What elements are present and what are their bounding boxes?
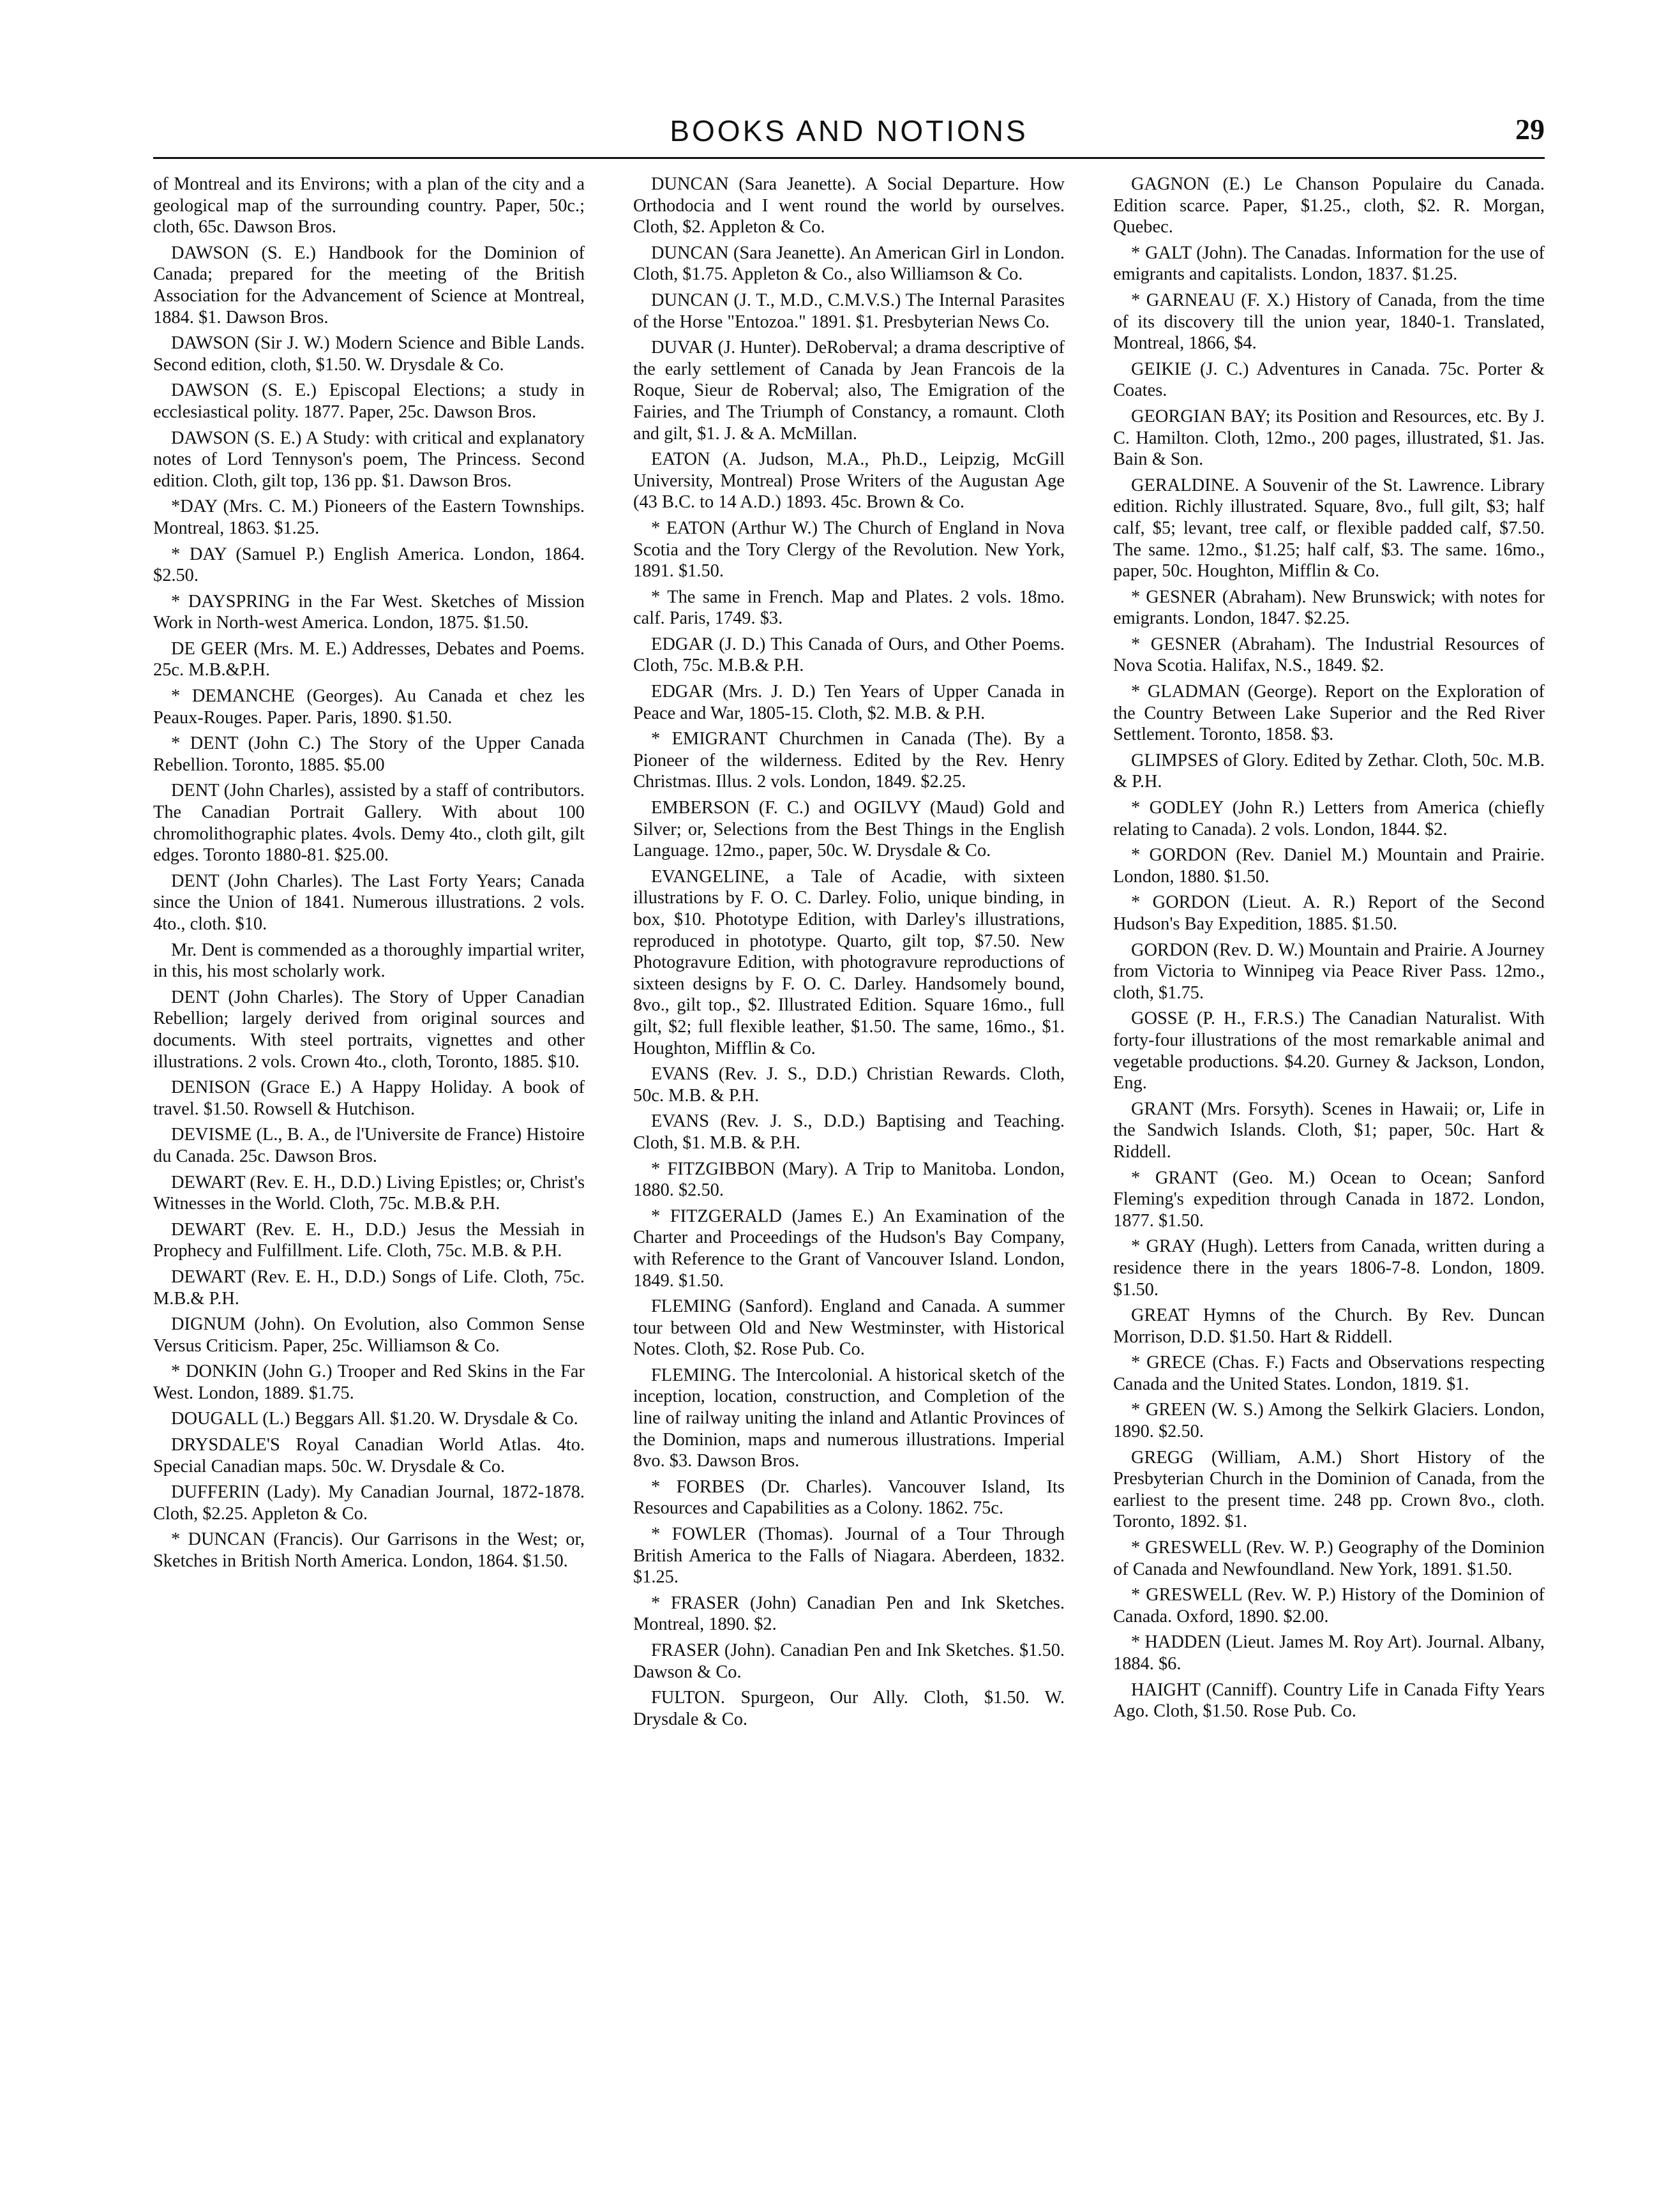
catalog-entry: * GRESWELL (Rev. W. P.) History of the Dominion of Canada. Oxford, 1890. $2.00. [1113,1585,1545,1627]
running-title: BOOKS AND NOTIONS [670,114,1028,147]
catalog-entry: * DEMANCHE (Georges). Au Canada et chez les Peaux-Rouges. Paper. Paris, 1890. $1.50. [153,686,585,728]
catalog-entry: GRANT (Mrs. Forsyth). Scenes in Hawaii; or, Life in the Sandwich Islands. Cloth, $1; paper, 50c. Hart & Riddell. [1113,1099,1545,1162]
catalog-entry: DEWART (Rev. E. H., D.D.) Songs of Life. Cloth, 75c. M.B.& P.H. [153,1266,585,1309]
catalog-entry: * FRASER (John) Canadian Pen and Ink Sketches. Montreal, 1890. $2. [633,1593,1065,1635]
catalog-entry: * GORDON (Lieut. A. R.) Report of the Second Hudson's Bay Expedition, 1885. $1.50. [1113,892,1545,934]
catalog-entry: DUNCAN (Sara Jeanette). A Social Departure. How Orthodocia and I went round the world by ourselves. Cloth, $2. Appleton & Co. [633,174,1065,237]
catalog-entry: * GARNEAU (F. X.) History of Canada, from the time of its discovery till the union year, 1840-1. Translated, Montreal, 1866, $4. [1113,290,1545,354]
catalog-entry: GREAT Hymns of the Church. By Rev. Duncan Morrison, D.D. $1.50. Hart & Riddell. [1113,1305,1545,1347]
catalog-entry: * GRECE (Chas. F.) Facts and Observations respecting Canada and the United States. London, 1819. $1. [1113,1353,1545,1394]
catalog-entry: * GRESWELL (Rev. W. P.) Geography of the Dominion of Canada and Newfoundland. New York, 1891. $1.50. [1113,1538,1545,1579]
catalog-entry: * GREEN (W. S.) Among the Selkirk Glaciers. London, 1890. $2.50. [1113,1400,1545,1442]
column-1 [153,174,585,2140]
catalog-entry: EVANS (Rev. J. S., D.D.) Baptising and Teaching. Cloth, $1. M.B. & P.H. [633,1111,1065,1153]
catalog-entry: *DAY (Mrs. C. M.) Pioneers of the Eastern Townships. Montreal, 1863. $1.25. [153,497,585,538]
catalog-entry: * DAYSPRING in the Far West. Sketches of Mission Work in North-west America. London, 1875. $1.50. [153,591,585,633]
catalog-entry: * GRAY (Hugh). Letters from Canada, written during a residence there in the years 1806-7-8. London, 1809. $1.50. [1113,1236,1545,1300]
catalog-entry: FLEMING. The Intercolonial. A historical sketch of the inception, location, construction, and Completion of the line of railway uniting the inland and Atlantic Provinces of the Dominion, maps and numerous illustrations. Imperial 8vo. $3. Dawson Bros. [633,1365,1065,1471]
catalog-entry: GORDON (Rev. D. W.) Mountain and Prairie. A Journey from Victoria to Winnipeg via Peace River Pass. 12mo., cloth, $1.75. [1113,940,1545,1003]
catalog-entry: * EATON (Arthur W.) The Church of England in Nova Scotia and the Tory Clergy of the Revolution. New York, 1891. $1.50. [633,518,1065,582]
catalog-entry: DUVAR (J. Hunter). DeRoberval; a drama descriptive of the early settlement of Canada by Jean Francois de la Roque, Sieur de Roberval; also, The Emigration of the Fairies, and The Triumph of Constancy, a romaunt. Cloth and gilt, $1. J. & A. McMillan. [633,338,1065,444]
catalog-entry: * GALT (John). The Canadas. Information for the use of emigrants and capitalists. London, 1837. $1.25. [1113,243,1545,285]
catalog-entry: GREGG (William, A.M.) Short History of the Presbyterian Church in the Dominion of Canada, from the earliest to the present time. 248 pp. Crown 8vo., cloth. Toronto, 1892. $1. [1113,1447,1545,1532]
catalog-entry: DEWART (Rev. E. H., D.D.) Living Epistles; or, Christ's Witnesses in the World. Cloth, 75c. M.B.& P.H. [153,1172,585,1214]
catalog-entry: GERALDINE. A Souvenir of the St. Lawrence. Library edition. Richly illustrated. Square, 8vo., full gilt, $3; half calf, $5; levant, tree calf, or flexible padded calf, $7.50. The same. 12mo., $1.25; half calf, $3. The same. 16mo., paper, 50c. Houghton, Mifflin & Co. [1113,475,1545,582]
catalog-entry: * DUNCAN (Francis). Our Garrisons in the West; or, Sketches in British North America. London, 1864. $1.50. [153,1529,585,1572]
catalog-entry: FRASER (John). Canadian Pen and Ink Sketches. $1.50. Dawson & Co. [633,1641,1065,1682]
catalog-entry: * DENT (John C.) The Story of the Upper Canada Rebellion. Toronto, 1885. $5.00 [153,733,585,775]
catalog-entry: GEORGIAN BAY; its Position and Resources, etc. By J. C. Hamilton. Cloth, 12mo., 200 pages, illustrated, $1. Jas. Bain & Son. [1113,406,1545,470]
catalog-entry: * GESNER (Abraham). New Brunswick; with notes for emigrants. London, 1847. $2.25. [1113,587,1545,629]
catalog-entry: * FOWLER (Thomas). Journal of a Tour Through British America to the Falls of Niagara. Aberdeen, 1832. $1.25. [633,1524,1065,1588]
catalog-entry: DUNCAN (J. T., M.D., C.M.V.S.) The Internal Parasites of the Horse "Entozoa." 1891. $1. Presbyterian News Co. [633,290,1065,332]
catalog-entry: Mr. Dent is commended as a thoroughly impartial writer, in this, his most scholarly work. [153,940,585,982]
catalog-entry: DIGNUM (John). On Evolution, also Common Sense Versus Criticism. Paper, 25c. Williamson & Co. [153,1314,585,1356]
catalog-entry: EDGAR (J. D.) This Canada of Ours, and Other Poems. Cloth, 75c. M.B.& P.H. [633,634,1065,676]
catalog-entry: * GLADMAN (George). Report on the Exploration of the Country Between Lake Superior and the Red River Settlement. Toronto, 1858. $3. [1113,682,1545,745]
catalog-entry: * DAY (Samuel P.) English America. London, 1864. $2.50. [153,544,585,586]
catalog-entry: DAWSON (S. E.) Episcopal Elections; a study in ecclesiastical polity. 1877. Paper, 25c. Dawson Bros. [153,380,585,422]
catalog-entry: of Montreal and its Environs; with a plan of the city and a geological map of the surrounding country. Paper, 50c.; cloth, 65c. Dawson Bros. [153,174,585,237]
catalog-entry: GLIMPSES of Glory. Edited by Zethar. Cloth, 50c. M.B. & P.H. [1113,750,1545,792]
catalog-entry: GAGNON (E.) Le Chanson Populaire du Canada. Edition scarce. Paper, $1.25., cloth, $2. R. Morgan, Quebec. [1113,174,1545,237]
catalog-entry: HAIGHT (Canniff). Country Life in Canada Fifty Years Ago. Cloth, $1.50. Rose Pub. Co. [1113,1679,1545,1722]
catalog-entry: DENISON (Grace E.) A Happy Holiday. A book of travel. $1.50. Rowsell & Hutchison. [153,1078,585,1119]
catalog-entry: * EMIGRANT Churchmen in Canada (The). By a Pioneer of the wilderness. Edited by the Rev. Henry Christmas. Illus. 2 vols. London, 1849. $2.25. [633,729,1065,792]
column-3 [1113,174,1545,2140]
catalog-entry: DAWSON (Sir J. W.) Modern Science and Bible Lands. Second edition, cloth, $1.50. W. Drysdale & Co. [153,333,585,375]
catalog-entry: EMBERSON (F. C.) and OGILVY (Maud) Gold and Silver; or, Selections from the Best Things in the English Language. 12mo., paper, 50c. W. Drysdale & Co. [633,798,1065,861]
catalog-entry: GOSSE (P. H., F.R.S.) The Canadian Naturalist. With forty-four illustrations of the most remarkable animal and vegetable productions. $4.20. Gurney & Jackson, London, Eng. [1113,1009,1545,1093]
catalog-entry: DE GEER (Mrs. M. E.) Addresses, Debates and Poems. 25c. M.B.&P.H. [153,638,585,680]
catalog-entry: * FITZGERALD (James E.) An Examination of the Charter and Proceedings of the Hudson's Bay Company, with Reference to the Grant of Vancouver Island. London, 1849. $1.50. [633,1206,1065,1291]
catalog-entry: EVANGELINE, a Tale of Acadie, with sixteen illustrations by F. O. C. Darley. Folio, unique binding, in box, $10. Phototype Edition, with Darley's illustrations, reproduced in phototype. Quarto, gilt top, $7.50. New Photogravure Edition, with photogravure reproductions of sixteen designs by F. O. C. Darley. Handsomely bound, 8vo., gilt top., $2. Illustrated Edition. Square 16mo., full gilt, $2; full flexible leather, $1.50. The same, 16mo., $1. Houghton, Mifflin & Co. [633,866,1065,1058]
catalog-entry: * GODLEY (John R.) Letters from America (chiefly relating to Canada). 2 vols. London, 1844. $2. [1113,798,1545,839]
catalog-entry: DAWSON (S. E.) Handbook for the Dominion of Canada; prepared for the meeting of the British Association for the Advancement of Science at Montreal, 1884. $1. Dawson Bros. [153,243,585,327]
catalog-entry: FULTON. Spurgeon, Our Ally. Cloth, $1.50. W. Drysdale & Co. [633,1688,1065,1729]
catalog-entry: EVANS (Rev. J. S., D.D.) Christian Rewards. Cloth, 50c. M.B. & P.H. [633,1064,1065,1106]
catalog-entry: * DONKIN (John G.) Trooper and Red Skins in the Far West. London, 1889. $1.75. [153,1362,585,1403]
catalog-entry: GEIKIE (J. C.) Adventures in Canada. 75c. Porter & Coates. [1113,359,1545,401]
catalog-entry: DRYSDALE'S Royal Canadian World Atlas. 4to. Special Canadian maps. 50c. W. Drysdale & Co. [153,1435,585,1476]
catalog-entry: * GRANT (Geo. M.) Ocean to Ocean; Sanford Fleming's expedition through Canada in 1872. London, 1877. $1.50. [1113,1168,1545,1231]
page-number: 29 [1515,113,1545,146]
columns [153,174,1545,2140]
catalog-entry: DAWSON (S. E.) A Study: with critical and explanatory notes of Lord Tennyson's poem, The Princess. Second edition. Cloth, gilt top, 136 pp. $1. Dawson Bros. [153,428,585,491]
catalog-entry: DUNCAN (Sara Jeanette). An American Girl in London. Cloth, $1.75. Appleton & Co., also Williamson & Co. [633,243,1065,285]
catalog-entry: FLEMING (Sanford). England and Canada. A summer tour between Old and New Westminster, with Historical Notes. Cloth, $2. Rose Pub. Co. [633,1296,1065,1360]
header-rule [153,157,1545,159]
catalog-entry: * HADDEN (Lieut. James M. Roy Art). Journal. Albany, 1884. $6. [1113,1632,1545,1674]
catalog-entry: * The same in French. Map and Plates. 2 vols. 18mo. calf. Paris, 1749. $3. [633,587,1065,629]
catalog-entry: DUFFERIN (Lady). My Canadian Journal, 1872-1878. Cloth, $2.25. Appleton & Co. [153,1482,585,1524]
catalog-entry: * GESNER (Abraham). The Industrial Resources of Nova Scotia. Halifax, N.S., 1849. $2. [1113,634,1545,676]
catalog-entry: DENT (John Charles). The Last Forty Years; Canada since the Union of 1841. Numerous illustrations. 2 vols. 4to., cloth. $10. [153,871,585,934]
catalog-entry: EATON (A. Judson, M.A., Ph.D., Leipzig, McGill University, Montreal) Prose Writers of the Augustan Age (43 B.C. to 14 A.D.) 1893. 45c. Brown & Co. [633,449,1065,513]
catalog-entry: * GORDON (Rev. Daniel M.) Mountain and Prairie. London, 1880. $1.50. [1113,845,1545,887]
column-2 [633,174,1065,2140]
catalog-entry: * FITZGIBBON (Mary). A Trip to Manitoba. London, 1880. $2.50. [633,1159,1065,1201]
catalog-entry: DENT (John Charles), assisted by a staff of contributors. The Canadian Portrait Gallery. With about 100 chromolithographic plates. 4vols. Demy 4to., cloth gilt, gilt edges. Toronto 1880-81. $25.00. [153,781,585,866]
catalog-entry: DOUGALL (L.) Beggars All. $1.20. W. Drysdale & Co. [171,1409,578,1429]
catalog-entry: EDGAR (Mrs. J. D.) Ten Years of Upper Canada in Peace and War, 1805-15. Cloth, $2. M.B. & P.H. [633,682,1065,723]
catalog-entry: * FORBES (Dr. Charles). Vancouver Island, Its Resources and Capabilities as a Colony. 1862. 75c. [633,1476,1065,1519]
catalog-entry: DEWART (Rev. E. H., D.D.) Jesus the Messiah in Prophecy and Fulfillment. Life. Cloth, 75c. M.B. & P.H. [153,1219,585,1261]
catalog-entry: DENT (John Charles). The Story of Upper Canadian Rebellion; largely derived from original sources and documents. With steel portraits, vignettes and other illustrations. 2 vols. Crown 4to., cloth, Toronto, 1885. $10. [153,987,585,1072]
running-header [153,109,1545,153]
catalog-entry: DEVISME (L., B. A., de l'Universite de France) Histoire du Canada. 25c. Dawson Bros. [153,1125,585,1166]
